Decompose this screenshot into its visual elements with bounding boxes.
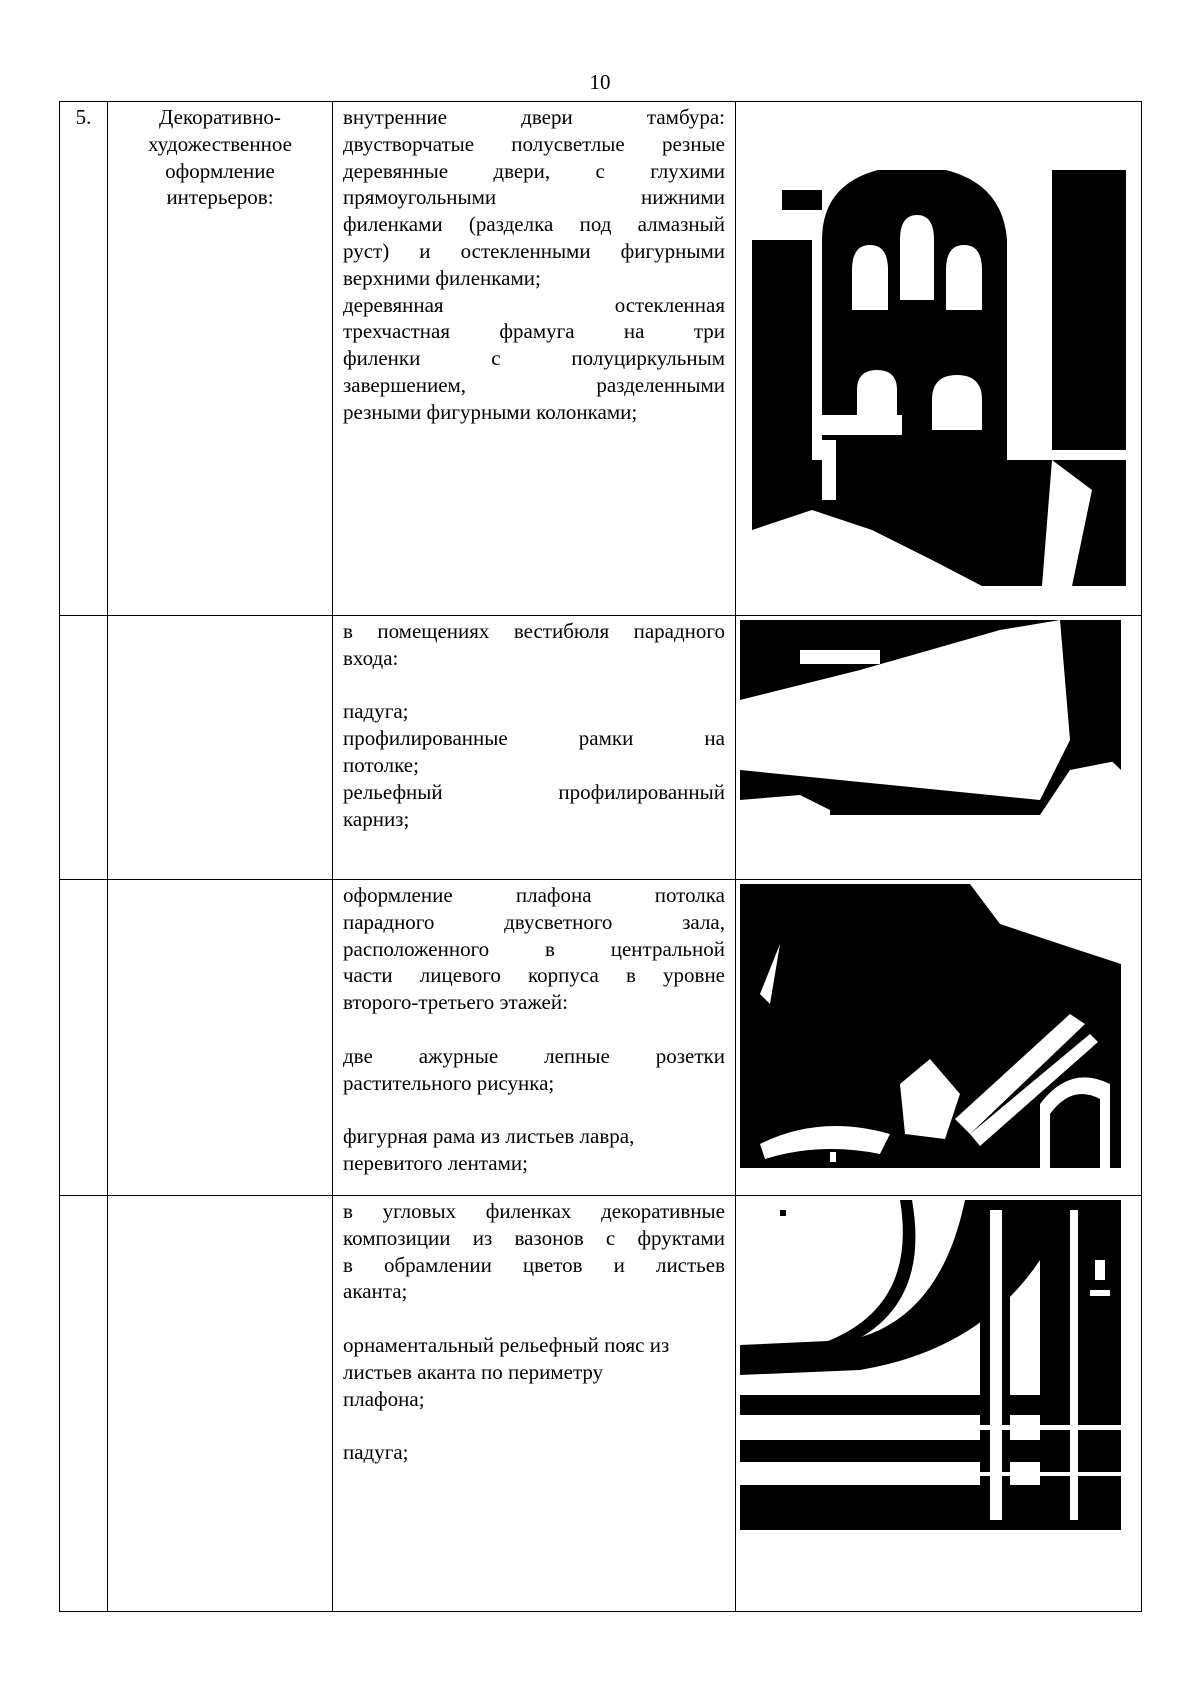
row-4-photo-cell: [736, 1196, 1142, 1612]
section-title-empty: [108, 616, 333, 880]
tambour-doors-photo: [752, 130, 1126, 586]
row-2-photo-cell: [736, 616, 1142, 880]
table-row: [60, 1196, 1142, 1612]
page-number: 10: [589, 70, 611, 94]
vestibule-ceiling-photo: [740, 620, 1121, 830]
section-title: Декоративно- художественное оформление интерьеров:: [108, 102, 333, 616]
row-number-empty: [60, 616, 108, 880]
corner-panel-photo: [740, 1200, 1121, 1530]
row-number-empty: [60, 880, 108, 1196]
table-row: [60, 616, 1142, 880]
section-title-empty: [108, 1196, 333, 1612]
table-row: [60, 880, 1142, 1196]
table-row: [60, 102, 1142, 616]
row-1-description: внутренние двери тамбура: двустворчатые полусветлые резные деревянные двери, с глухими прямоугольными нижними филенками (разделка под алмазный руст) и остекленными фигурными верхними филенками; деревянная остекленная трехчастная фрамуга на три филенки с полуциркульным завершением, разделенными резными фигурными колонками;: [333, 102, 736, 616]
row-1-photo-cell: [736, 102, 1142, 616]
row-number: 5.: [60, 102, 108, 616]
row-4-description: в угловых филенках декоративные композиции из вазонов с фруктами в обрамлении цветов и листьев аканта; орнаментальный рельефный пояс из листьев аканта по периметру плафона; падуга;: [333, 1196, 736, 1612]
monument-features-table: [59, 101, 1142, 1612]
hall-plafond-photo: [740, 884, 1121, 1168]
row-number-empty: [60, 1196, 108, 1612]
row-3-photo-cell: [736, 880, 1142, 1196]
section-title-empty: [108, 880, 333, 1196]
row-2-description: в помещениях вестибюля парадного входа: падуга; профилированные рамки на потолке; рельефный профилированный карниз;: [333, 616, 736, 880]
row-3-description: оформление плафона потолка парадного двусветного зала, расположенного в центральной части лицевого корпуса в уровне второго-третьего этажей: две ажурные лепные розетки растительного рисунка; фигурная рама из листьев лавра, перевитого лентами;: [333, 880, 736, 1196]
